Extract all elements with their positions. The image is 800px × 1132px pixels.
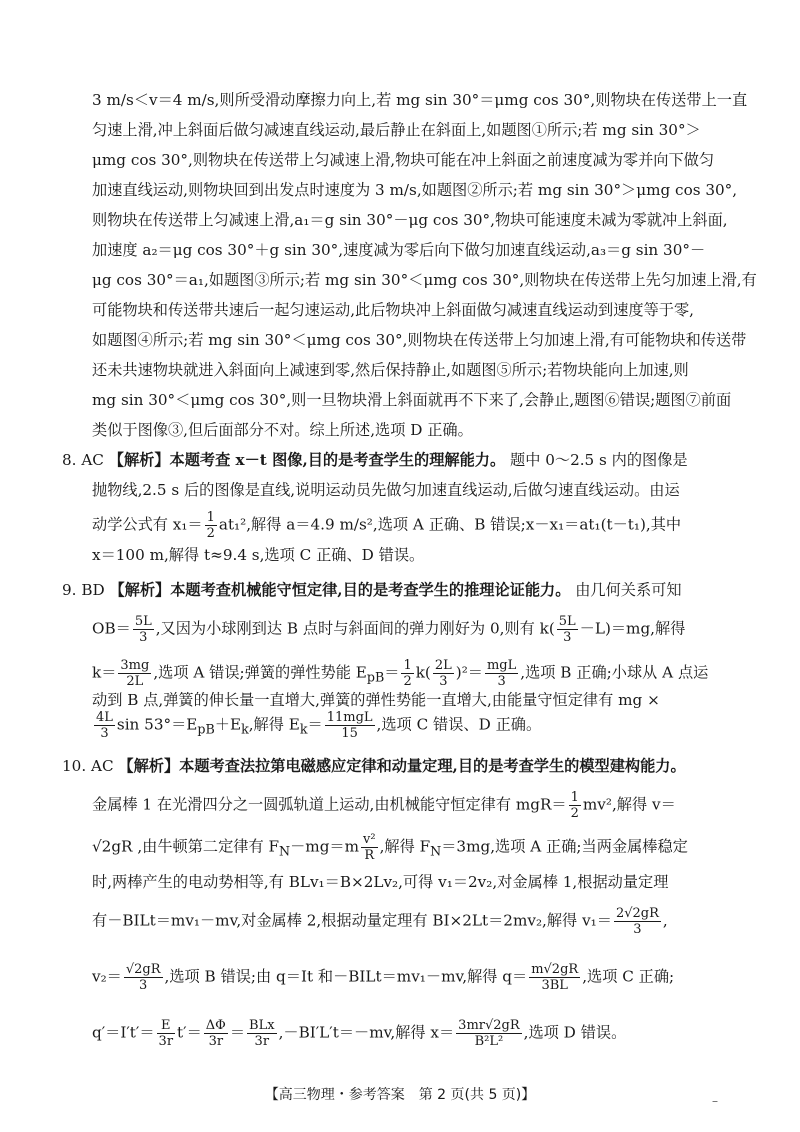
- text-span: mv²,解得 v＝: [582, 795, 676, 814]
- numerator: mgL: [486, 658, 517, 673]
- text-span: ,选项 C 正确;: [582, 967, 675, 986]
- denominator: 2: [570, 806, 579, 821]
- text-span: ,解得 E: [248, 715, 300, 734]
- numerator: 2L: [434, 658, 452, 673]
- text-line: μmg cos 30°,则物块在传送带上匀减速上滑,物块可能在冲上斜面之前速度减为零并向下做匀: [92, 151, 715, 169]
- text-line: 匀速上滑,冲上斜面后做匀减速直线运动,最后静止在斜面上,如题图①所示;若 mg sin 30°＞: [92, 121, 701, 139]
- numerator: 1: [570, 790, 579, 805]
- text-line: 可能物块和传送带共速后一起匀速运动,此后物块冲上斜面做匀减速直线运动到速度等于零,: [92, 301, 694, 319]
- text-span: ,选项 B 正确;小球从 A 点运: [520, 663, 709, 682]
- text-span: ,解得 F: [379, 837, 431, 856]
- text-span: ＝: [307, 715, 323, 734]
- text-line: 3 m/s＜v＝4 m/s,则所受滑动摩擦力向上,若 mg sin 30°＝μmg cos 30°,则物块在传送带上一直: [92, 91, 748, 109]
- text-span: ,选项 C 错误、D 正确。: [376, 715, 542, 734]
- text-span: 动学公式有 x₁＝: [92, 515, 203, 534]
- text-span: √2gR ,由牛顿第二定律有 F: [92, 837, 280, 856]
- text-span: q′＝I′t′＝: [92, 1023, 155, 1042]
- text-span: 由几何关系可知: [575, 581, 682, 599]
- text-span: 有－BILt＝mv₁－mv,对金属棒 2,根据动量定理有 BI×2Lt＝2mv₂,解得 v₁＝: [92, 911, 612, 930]
- text-span: sin 53°＝E: [116, 715, 198, 734]
- text-span: ,选项 A 错误;弹簧的弹性势能 E: [153, 663, 367, 682]
- numerator: 1: [403, 658, 412, 673]
- fraction: [118, 658, 151, 689]
- fraction: [433, 658, 454, 689]
- fraction: [569, 790, 581, 821]
- numerator: E: [157, 1018, 176, 1034]
- denominator: 3r: [208, 1034, 224, 1049]
- numerator: v²: [363, 832, 376, 847]
- text-span: ,选项 B 错误;由 q＝It 和－BILt＝mv₁－mv,解得 q＝: [164, 967, 528, 986]
- denominator: 3: [100, 726, 109, 741]
- text-span: ＋E: [214, 715, 242, 734]
- text-span: ＝: [384, 663, 400, 682]
- question-number: 10. AC: [62, 757, 114, 775]
- denominator: 2L: [126, 674, 144, 689]
- text-span: ,－BI′L′t＝－mv,解得 x＝: [278, 1023, 455, 1042]
- text-span: －L)＝mg,解得: [579, 619, 686, 638]
- fraction: [614, 906, 661, 937]
- text-span: ,: [662, 911, 668, 930]
- text-span: at₁²,解得 a＝4.9 m/s²,选项 A 正确、B 错误;x－x₁＝at₁(t－t₁),其中: [218, 515, 682, 534]
- text-span: ,选项 D 错误。: [523, 1023, 627, 1042]
- fraction: [557, 614, 578, 645]
- numerator: 3mg: [120, 658, 150, 673]
- denominator: 3: [497, 674, 506, 689]
- text-line: 如题图④所示;若 mg sin 30°＜μmg cos 30°,则物块在传送带上匀加速上滑,有可能物块和传送带: [92, 331, 747, 349]
- text-line: 动到 B 点,弹簧的伸长量一直增大,弹簧的弹性势能一直增大,由能量守恒定律有 mg ×: [92, 691, 660, 709]
- text-span: k(: [415, 663, 431, 682]
- text-span: ＝3mg,选项 A 正确;当两金属棒稳定: [441, 837, 688, 856]
- text-span: t′＝: [177, 1023, 202, 1042]
- fraction: [485, 658, 518, 689]
- denominator: 3: [633, 922, 642, 937]
- text-line: 则物块在传送带上匀减速上滑,a₁＝g sin 30°－μg cos 30°,物块可能速度未减为零就冲上斜面,: [92, 211, 728, 229]
- denominator: 2: [403, 674, 412, 689]
- fraction: [401, 658, 413, 689]
- numerator: BLx: [249, 1018, 275, 1033]
- fraction: [247, 1018, 277, 1049]
- text-span: ,又因为小球刚到达 B 点时与斜面间的弹力刚好为 0,则有 k(: [155, 619, 555, 638]
- numerator: m√2gR: [531, 962, 579, 977]
- analysis-heading: 【解析】本题考查 x－t 图像,目的是考查学生的理解能力。: [108, 451, 506, 469]
- subscript: N: [430, 843, 442, 859]
- text-span: 金属棒 1 在光滑四分之一圆弧轨道上运动,由机械能守恒定律有 mgR＝: [92, 795, 567, 814]
- text-span: －mg＝m: [290, 837, 360, 856]
- fraction: [205, 510, 217, 541]
- text-line: 还未共速物块就进入斜面向上减速到零,然后保持静止,如题图⑤所示;若物块能向上加速,则: [92, 361, 689, 379]
- numerator: ΔΦ: [205, 1018, 226, 1033]
- fraction: [456, 1018, 521, 1049]
- fraction: [325, 710, 375, 741]
- denominator: 3: [563, 630, 572, 645]
- analysis-heading: 【解析】本题考查机械能守恒定律,目的是考查学生的推理论证能力。: [109, 581, 571, 599]
- fraction: [361, 832, 378, 863]
- text-line: 时,两棒产生的电动势相等,有 BLv₁＝B×2Lv₂,可得 v₁＝2v₂,对金属棒 1,根据动量定理: [92, 873, 669, 891]
- text-line: 加速直线运动,则物块回到出发点时速度为 3 m/s,如题图②所示;若 mg sin 30°＞μmg cos 30°,: [92, 181, 738, 199]
- denominator: 3: [139, 630, 148, 645]
- fraction: [124, 962, 163, 993]
- text-line: 加速度 a₂＝μg cos 30°＋g sin 30°,速度减为零后向下做匀加速直线运动,a₃＝g sin 30°－: [92, 241, 706, 259]
- text-span: )²＝: [455, 663, 483, 682]
- denominator: 3r: [254, 1034, 270, 1049]
- text-line: μg cos 30°＝a₁,如题图③所示;若 mg sin 30°＜μmg cos 30°,则物块在传送带上先匀加速上滑,有: [92, 271, 757, 289]
- question-number: 9. BD: [62, 581, 105, 599]
- denominator: 3BL: [541, 978, 568, 993]
- analysis-heading: 【解析】本题考查法拉第电磁感应定律和动量定理,目的是考查学生的模型建构能力。: [118, 757, 686, 775]
- text-line: 抛物线,2.5 s 后的图像是直线,说明运动员先做匀加速直线运动,后做匀速直线运动。由运: [92, 481, 680, 499]
- fraction: [529, 962, 580, 993]
- fraction: [94, 710, 115, 741]
- numerator: 2√2gR: [615, 906, 659, 921]
- text-span: k＝: [92, 663, 117, 682]
- denominator: 3: [439, 674, 448, 689]
- text-span: OB＝: [92, 619, 131, 638]
- text-line: x＝100 m,解得 t≈9.4 s,选项 C 正确、D 错误。: [92, 546, 425, 564]
- numerator: √2gR: [125, 962, 161, 977]
- denominator: B²L²: [474, 1034, 504, 1049]
- denominator: 2: [206, 526, 215, 541]
- numerator: 4L: [96, 710, 113, 725]
- subscript: N: [279, 843, 291, 859]
- text-span: 题中 0～2.5 s 内的图像是: [510, 451, 688, 469]
- page-footer: 【高三物理・参考答案 第 2 页(共 5 页)】: [264, 1087, 536, 1103]
- denominator: 15: [341, 726, 358, 741]
- text-span: ＝: [229, 1023, 246, 1042]
- numerator: 11mgL: [326, 710, 373, 725]
- numerator: 5L: [134, 614, 152, 629]
- fraction: [157, 1018, 176, 1049]
- denominator: 3r: [158, 1034, 174, 1049]
- question-number: 8. AC: [62, 451, 104, 469]
- fraction: [133, 614, 154, 645]
- numerator: 5L: [558, 614, 576, 629]
- denominator: 3: [139, 978, 148, 993]
- fraction: [204, 1018, 228, 1049]
- text-line: 类似于图像③,但后面部分不对。综上所述,选项 D 正确。: [92, 421, 473, 439]
- corner-mark: –: [712, 1094, 718, 1108]
- numerator: 1: [206, 510, 215, 525]
- text-line: mg sin 30°＜μmg cos 30°,则一旦物块滑上斜面就再不下来了,会静止,题图⑥错误;题图⑦前面: [92, 391, 732, 409]
- subscript: k: [299, 721, 308, 737]
- subscript: pB: [197, 721, 215, 737]
- numerator: 3mr√2gR: [458, 1018, 520, 1033]
- denominator: R: [364, 848, 375, 863]
- subscript: pB: [366, 669, 385, 685]
- subscript: k: [241, 721, 249, 737]
- text-span: v₂＝: [92, 967, 122, 986]
